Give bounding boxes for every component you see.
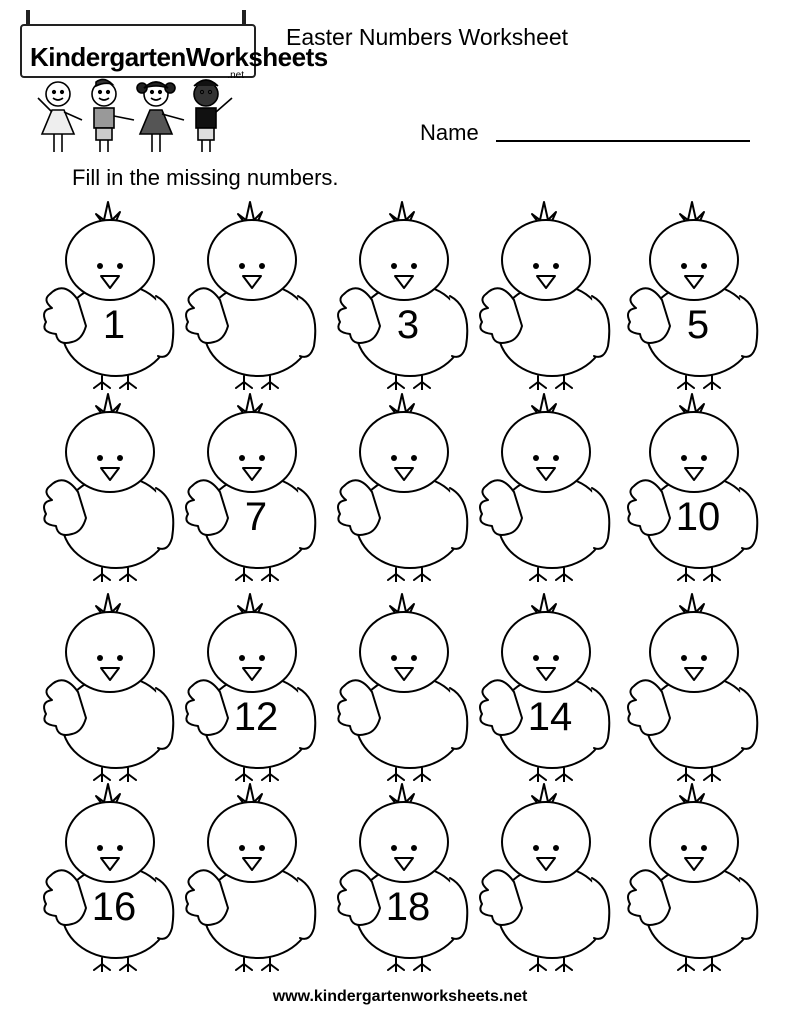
chick-number: 7 [244,495,268,539]
chick-icon [180,200,320,390]
chick-11[interactable] [38,592,178,782]
chick-6[interactable] [38,392,178,582]
name-field-line[interactable] [496,140,750,142]
chick-icon [332,200,472,390]
chick-19[interactable] [474,782,614,972]
chick-8[interactable] [332,392,472,582]
chick-icon [332,592,472,782]
chick-13[interactable] [332,592,472,782]
logo-sign [20,24,328,81]
chick-5 [622,200,762,390]
chick-10 [622,392,762,582]
chick-17[interactable] [180,782,320,972]
chick-12 [180,592,320,782]
chick-icon [332,782,472,972]
chick-icon [622,392,762,582]
chick-number: 1 [102,303,126,347]
chick-2[interactable] [180,200,320,390]
chick-number: 14 [527,695,573,739]
chick-1 [38,200,178,390]
footer-url: www.kindergartenworksheets.net [272,988,528,1005]
chick-icon [180,782,320,972]
chick-icon [38,782,178,972]
chick-20[interactable] [622,782,762,972]
site-logo [16,10,328,160]
chick-icon [474,200,614,390]
chick-number: 5 [686,303,710,347]
chick-icon [38,592,178,782]
instructions: Fill in the missing numbers. [72,165,339,190]
chick-icon [180,592,320,782]
chick-16 [38,782,178,972]
worksheet-title: Easter Numbers Worksheet [286,24,569,50]
chick-number: 3 [396,303,420,347]
chick-icon [474,392,614,582]
chick-number: 18 [385,885,431,929]
chick-icon [180,392,320,582]
chick-9[interactable] [474,392,614,582]
chick-icon [332,392,472,582]
name-label: Name [420,120,479,145]
chick-icon [38,392,178,582]
chick-number: 16 [91,885,137,929]
logo-text: KindergartenWorksheets [30,42,328,72]
chick-icon [38,200,178,390]
chick-15[interactable] [622,592,762,782]
chick-icon [622,200,762,390]
chick-18 [332,782,472,972]
chick-7 [180,392,320,582]
chick-14 [474,592,614,782]
chick-icon [474,592,614,782]
chick-icon [474,782,614,972]
chick-number: 10 [675,495,721,539]
logo-net: .net [227,70,244,81]
chick-icon [622,592,762,782]
chick-3 [332,200,472,390]
kids-holding-hands-illustration [16,72,256,162]
chick-icon [622,782,762,972]
chick-4[interactable] [474,200,614,390]
chick-number: 12 [233,695,279,739]
